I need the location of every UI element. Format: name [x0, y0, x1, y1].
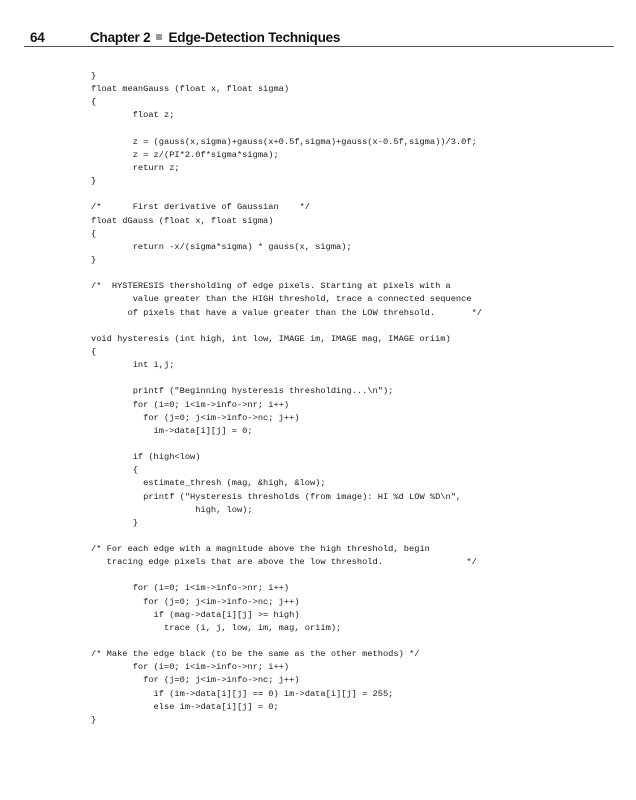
- code-line: int i,j;: [91, 360, 175, 371]
- code-line: value greater than the HIGH threshold, trace a connected sequence: [91, 294, 472, 305]
- code-line: [91, 123, 482, 136]
- code-line: /* HYSTERESIS thersholding of edge pixels. Starting at pixels with a: [91, 281, 451, 292]
- code-line: [91, 530, 482, 543]
- code-line: for (j=0; j<im->info->nc; j++): [91, 596, 300, 607]
- page-number: 64: [30, 30, 45, 45]
- running-head: [90, 30, 340, 45]
- code-line: printf ("Hysteresis thresholds (from image): HI %d LOW %D\n",: [91, 491, 462, 502]
- page-header: [24, 24, 614, 47]
- code-line: [91, 188, 482, 201]
- code-line: }: [91, 71, 97, 81]
- code-line: printf ("Beginning hysteresis thresholding...\n");: [91, 386, 394, 397]
- code-line: for (i=0; i<im->info->nr; i++): [91, 399, 290, 410]
- code-line: float z;: [91, 110, 175, 121]
- code-line: }: [91, 176, 97, 187]
- code-line: }: [91, 517, 138, 528]
- code-line: for (j=0; j<im->info->nc; j++): [91, 412, 300, 423]
- code-line: trace (i, j, low, im, mag, oriim);: [91, 622, 342, 633]
- code-line: {: [91, 465, 138, 476]
- code-line: [91, 635, 482, 648]
- code-line: tracing edge pixels that are above the low threshold. */: [91, 557, 477, 568]
- code-line: return -x/(sigma*sigma) * gauss(x, sigma);: [91, 241, 352, 252]
- code-line: if (mag->data[i][j] >= high): [91, 609, 300, 620]
- code-line: void hysteresis (int high, int low, IMAGE im, IMAGE mag, IMAGE oriim): [91, 333, 451, 344]
- code-line: {: [91, 346, 97, 357]
- code-line: {: [91, 97, 97, 108]
- code-line: [91, 569, 482, 582]
- code-line: z = z/(PI*2.0f*sigma*sigma);: [91, 149, 279, 160]
- code-line: for (i=0; i<im->info->nr; i++): [91, 583, 290, 594]
- code-line: high, low);: [91, 504, 253, 515]
- code-line: if (high<low): [91, 452, 201, 463]
- code-line: [91, 267, 482, 280]
- code-line: /* For each edge with a magnitude above the high threshold, begin: [91, 544, 430, 555]
- code-line: }: [91, 714, 97, 725]
- code-line: estimate_thresh (mag, &high, &low);: [91, 478, 326, 489]
- code-line: }: [91, 254, 97, 265]
- code-line: [91, 372, 482, 385]
- code-line: for (j=0; j<im->info->nc; j++): [91, 675, 300, 686]
- chapter-label: Chapter 2: [90, 30, 151, 45]
- code-line: of pixels that have a value greater than the LOW threhsold. */: [91, 307, 483, 318]
- separator-square-icon: [156, 34, 162, 40]
- code-line: [91, 438, 482, 451]
- code-line: for (i=0; i<im->info->nr; i++): [91, 662, 290, 673]
- chapter-title: Edge-Detection Techniques: [168, 30, 341, 45]
- code-line: return z;: [91, 162, 180, 173]
- code-line: if (im->data[i][j] == 0) im->data[i][j] = 255;: [91, 688, 394, 699]
- code-line: z = (gauss(x,sigma)+gauss(x+0.5f,sigma)+gauss(x-0.5f,sigma))/3.0f;: [91, 136, 477, 147]
- code-line: im->data[i][j] = 0;: [91, 425, 253, 436]
- code-line: [91, 320, 482, 333]
- code-line: float dGauss (float x, float sigma): [91, 215, 274, 226]
- code-line: float meanGauss (float x, float sigma): [91, 84, 290, 95]
- code-line: /* First derivative of Gaussian */: [91, 202, 310, 213]
- code-line: {: [91, 228, 97, 239]
- code-line: /* Make the edge black (to be the same as the other methods) */: [91, 649, 420, 660]
- code-line: else im->data[i][j] = 0;: [91, 701, 279, 712]
- code-listing: [91, 70, 482, 727]
